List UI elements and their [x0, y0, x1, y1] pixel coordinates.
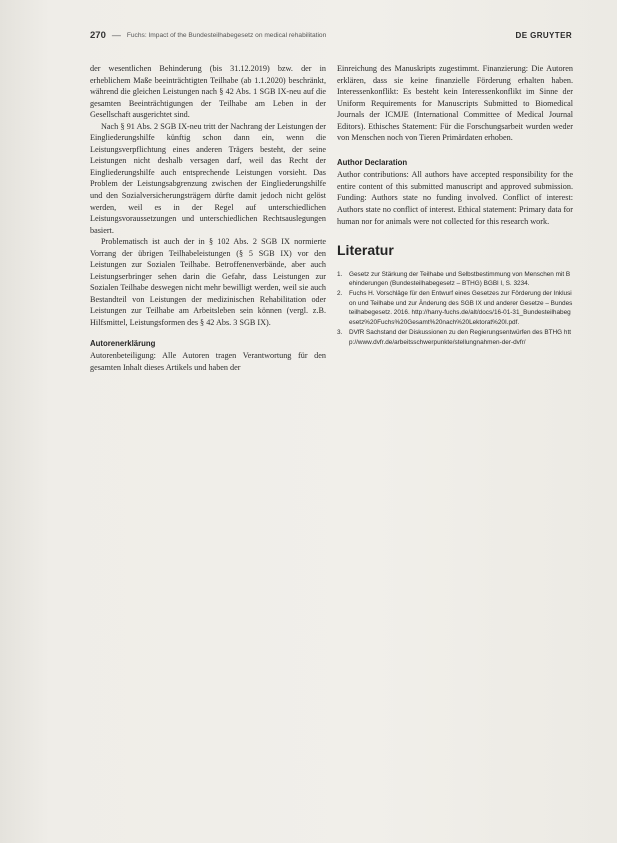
section-heading-autorenerklaerung: Autorenerklärung [90, 338, 156, 348]
body-paragraph: Einreichung des Manuskripts zugestimmt. Finanzierung: Die Autoren erklären, dass sie keine finanzielle Förderung erhalten haben. Interessenkonflikt: Es besteht kein Interessenkonflikt im Sinne der Uniform Requirements for Manuscripts Submitted to Biomedical Journals der ICMJE (International Committee of Medical Journal Editors). Ethisches Statement: Für die Forschungsarbeit wurden weder von Menschen noch von Tieren Primärdaten erhoben. [337, 64, 573, 143]
body-paragraph: der wesentlichen Behinderung (bis 31.12.2019) bzw. der in erheblichem Maße beeinträchtigten Teilhabe (ab 1.1.2020) beschränkt, während die gleichen Leistungen nach § 42 Abs. 1 SGB IX-neu auf die gesamten Beeinträchtigungen der Teilhabe am Leben in der Gesellschaft ausgerichtet sind. [90, 64, 326, 120]
body-paragraph: Problematisch ist auch der in § 102 Abs. 2 SGB IX normierte Vorrang der übrigen Teilhabeleistungen (§ 5 SGB IX) vor den Leistungen zur Sozialen Teilhabe. Betroffenenverbände, aber auch Leistungserbringer sehen darin die Gefahr, dass Leistungen zur Sozialen Teilhabe deswegen nicht mehr bewilligt werden, weil sie auch Bestandteil von Leistungen der medizinischen Rehabilitation oder Leistungen zur Teilhabe am Arbeitsleben sein können (vergl. z.B. Hilfsmittel, Leistungsformen des § 42 Abs. 3 SGB IX). [90, 237, 326, 328]
page-number: 270 [90, 29, 106, 41]
section-heading-author-declaration: Author Declaration [337, 157, 408, 167]
left-column [90, 63, 326, 373]
header-dash: — [111, 30, 121, 40]
publisher-name: DE GRUYTER [515, 30, 572, 40]
running-header [90, 28, 572, 42]
section-text: Autorenbeteiligung: Alle Autoren tragen Verantwortung für den gesamten Inhalt dieses Artikels und haben der [90, 351, 326, 372]
right-column [337, 63, 573, 348]
reference-item [337, 328, 573, 347]
reference-list [337, 270, 573, 347]
reference-text: Fuchs H. Vorschläge für den Entwurf eines Gesetzes zur Förderung der Inklusion und Teilhabe und zur Änderung des SGB IX und anderer Gesetze – Bundesteilhabegesetz. 2016. http://harry-fuchs.de/alt/docs/16-01-31_Bundesteilhabegesetz%20Fuchs%20Gesamt%20nach%20Lektorat%20I.pdf. [349, 290, 573, 326]
reference-text: DVfR Sachstand der Diskussionen zu den Regierungsentwürfen des BTHG http://www.dvfr.de/arbeitsschwerpunkte/stellungnahmen-der-dvfr/ [349, 329, 572, 346]
reference-number: 2. [337, 290, 343, 298]
literature-heading: Literatur [337, 242, 394, 259]
reference-number: 1. [337, 270, 343, 278]
body-paragraph: Nach § 91 Abs. 2 SGB IX-neu tritt der Nachrang der Leistungen der Eingliederungshilfe künftig schon dann ein, wenn die Leistungsverpflichtung eines anderen Trägers besteht, der seine Leistungen nicht deshalb versagen darf, weil das Recht der Eingliederungshilfe auch entsprechende Leistungen vorsieht. Das Problem der Leistungsabgrenzung zwischen der Eingliederungshilfe und den Sozialversicherungsträgern dürfte damit jedoch nicht gelöst werden, weil es in der Regel auf unterschiedlichen Leistungsvoraussetzungen und unterschiedlichen Rechtsauslegungen basiert. [90, 121, 326, 235]
running-title: Fuchs: Impact of the Bundesteilhabegesetz on medical rehabilitation [126, 31, 327, 39]
section-text: Author contributions: All authors have accepted responsibility for the entire content of this submitted manuscript and approved submission. Funding: Authors state no funding involved. Conflict of interest: Authors state no conflict of interest. Ethical statement: Primary data for human nor for animals were not collected for this research work. [337, 170, 573, 226]
reference-number: 3. [337, 329, 343, 337]
reference-text: Gesetz zur Stärkung der Teilhabe und Selbstbestimmung von Menschen mit Behinderungen (Bundesteilhabegesetz – BTHG) BGBl I, S. 3234. [349, 270, 571, 288]
reference-item [337, 270, 573, 289]
reference-item [337, 289, 573, 327]
